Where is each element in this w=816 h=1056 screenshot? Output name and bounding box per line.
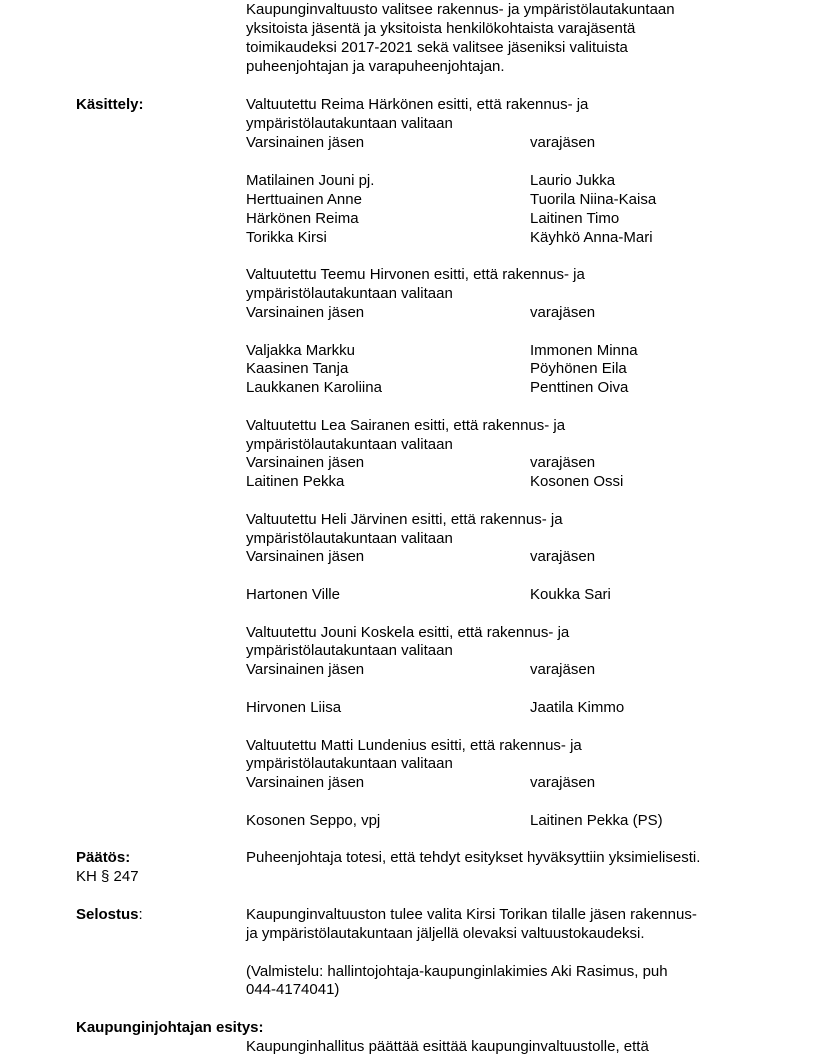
column-header-primary: Varsinainen jäsen — [246, 134, 365, 151]
paatos-reference: KH § 247 — [76, 868, 139, 885]
selostus-label — [76, 905, 143, 924]
proposal-line: Valtuutettu Reima Härkönen esitti, että rakennus- ja — [246, 96, 589, 113]
column-header-deputy: varajäsen — [530, 454, 596, 471]
selostus-line: ja ympäristölautakuntaan jäljellä olevaksi valtuustokaudeksi. — [246, 925, 645, 942]
selostus-note-line: 044-4174041) — [246, 981, 340, 998]
esitys-text: Kaupunginhallitus päättää esittää kaupunginvaltuustolle, että — [246, 1038, 649, 1055]
proposal-line: Valtuutettu Jouni Koskela esitti, että rakennus- ja — [246, 624, 570, 641]
proposal-line: ympäristölautakuntaan valitaan — [246, 285, 453, 302]
deputy-name: Tuorila Niina-Kaisa — [530, 191, 657, 208]
deputy-name: Penttinen Oiva — [530, 379, 629, 396]
selostus-line: Kaupunginvaltuuston tulee valita Kirsi Torikan tilalle jäsen rakennus- — [246, 906, 697, 923]
proposal-line: ympäristölautakuntaan valitaan — [246, 642, 453, 659]
column-header-primary: Varsinainen jäsen — [246, 661, 365, 678]
proposal-line: ympäristölautakuntaan valitaan — [246, 530, 453, 547]
member-name: Torikka Kirsi — [246, 229, 327, 246]
member-name: Valjakka Markku — [246, 342, 355, 359]
member-name: Laukkanen Karoliina — [246, 379, 382, 396]
selostus-label-text: Selostus — [76, 906, 139, 923]
deputy-name: Immonen Minna — [530, 342, 638, 359]
column-header-deputy: varajäsen — [530, 661, 596, 678]
member-name: Hirvonen Liisa — [246, 699, 342, 716]
column-header-deputy: varajäsen — [530, 304, 596, 321]
member-name: Matilainen Jouni pj. — [246, 172, 375, 189]
member-name: Kaasinen Tanja — [246, 360, 349, 377]
deputy-name: Pöyhönen Eila — [530, 360, 627, 377]
proposal-line: ympäristölautakuntaan valitaan — [246, 755, 453, 772]
column-header-primary: Varsinainen jäsen — [246, 304, 365, 321]
kasittely-label: Käsittely: — [76, 96, 144, 113]
member-name: Laitinen Pekka — [246, 473, 345, 490]
deputy-name: Laitinen Timo — [530, 210, 620, 227]
intro-line: yksitoista jäsentä ja yksitoista henkilökohtaista varajäsentä — [246, 20, 636, 37]
proposal-line: ympäristölautakuntaan valitaan — [246, 436, 453, 453]
paatos-text: Puheenjohtaja totesi, että tehdyt esitykset hyväksyttiin yksimielisesti. — [246, 849, 701, 866]
column-header-deputy: varajäsen — [530, 134, 596, 151]
intro-line: puheenjohtajan ja varapuheenjohtajan. — [246, 58, 505, 75]
esitys-label: Kaupunginjohtajan esitys: — [76, 1019, 264, 1036]
selostus-note-line: (Valmistelu: hallintojohtaja-kaupunginlakimies Aki Rasimus, puh — [246, 963, 668, 980]
paatos-label: Päätös: — [76, 849, 131, 866]
deputy-name: Laitinen Pekka (PS) — [530, 812, 663, 829]
intro-line: Kaupunginvaltuusto valitsee rakennus- ja ympäristölautakuntaan — [246, 1, 675, 18]
proposal-line: Valtuutettu Teemu Hirvonen esitti, että rakennus- ja — [246, 266, 585, 283]
proposal-line: ympäristölautakuntaan valitaan — [246, 115, 453, 132]
member-name: Härkönen Reima — [246, 210, 359, 227]
proposal-line: Valtuutettu Heli Järvinen esitti, että rakennus- ja — [246, 511, 563, 528]
column-header-deputy: varajäsen — [530, 774, 596, 791]
intro-line: toimikaudeksi 2017-2021 sekä valitsee jäseniksi valituista — [246, 39, 628, 56]
deputy-name: Kosonen Ossi — [530, 473, 624, 490]
member-name: Hartonen Ville — [246, 586, 340, 603]
deputy-name: Käyhkö Anna-Mari — [530, 229, 653, 246]
deputy-name: Laurio Jukka — [530, 172, 616, 189]
deputy-name: Koukka Sari — [530, 586, 611, 603]
proposal-line: Valtuutettu Lea Sairanen esitti, että rakennus- ja — [246, 417, 566, 434]
selostus-label-colon: : — [138, 906, 143, 923]
deputy-name: Jaatila Kimmo — [530, 699, 625, 716]
member-name: Kosonen Seppo, vpj — [246, 812, 381, 829]
column-header-primary: Varsinainen jäsen — [246, 454, 365, 471]
member-name: Herttuainen Anne — [246, 191, 362, 208]
proposal-line: Valtuutettu Matti Lundenius esitti, että rakennus- ja — [246, 737, 582, 754]
column-header-deputy: varajäsen — [530, 548, 596, 565]
column-header-primary: Varsinainen jäsen — [246, 548, 365, 565]
column-header-primary: Varsinainen jäsen — [246, 774, 365, 791]
